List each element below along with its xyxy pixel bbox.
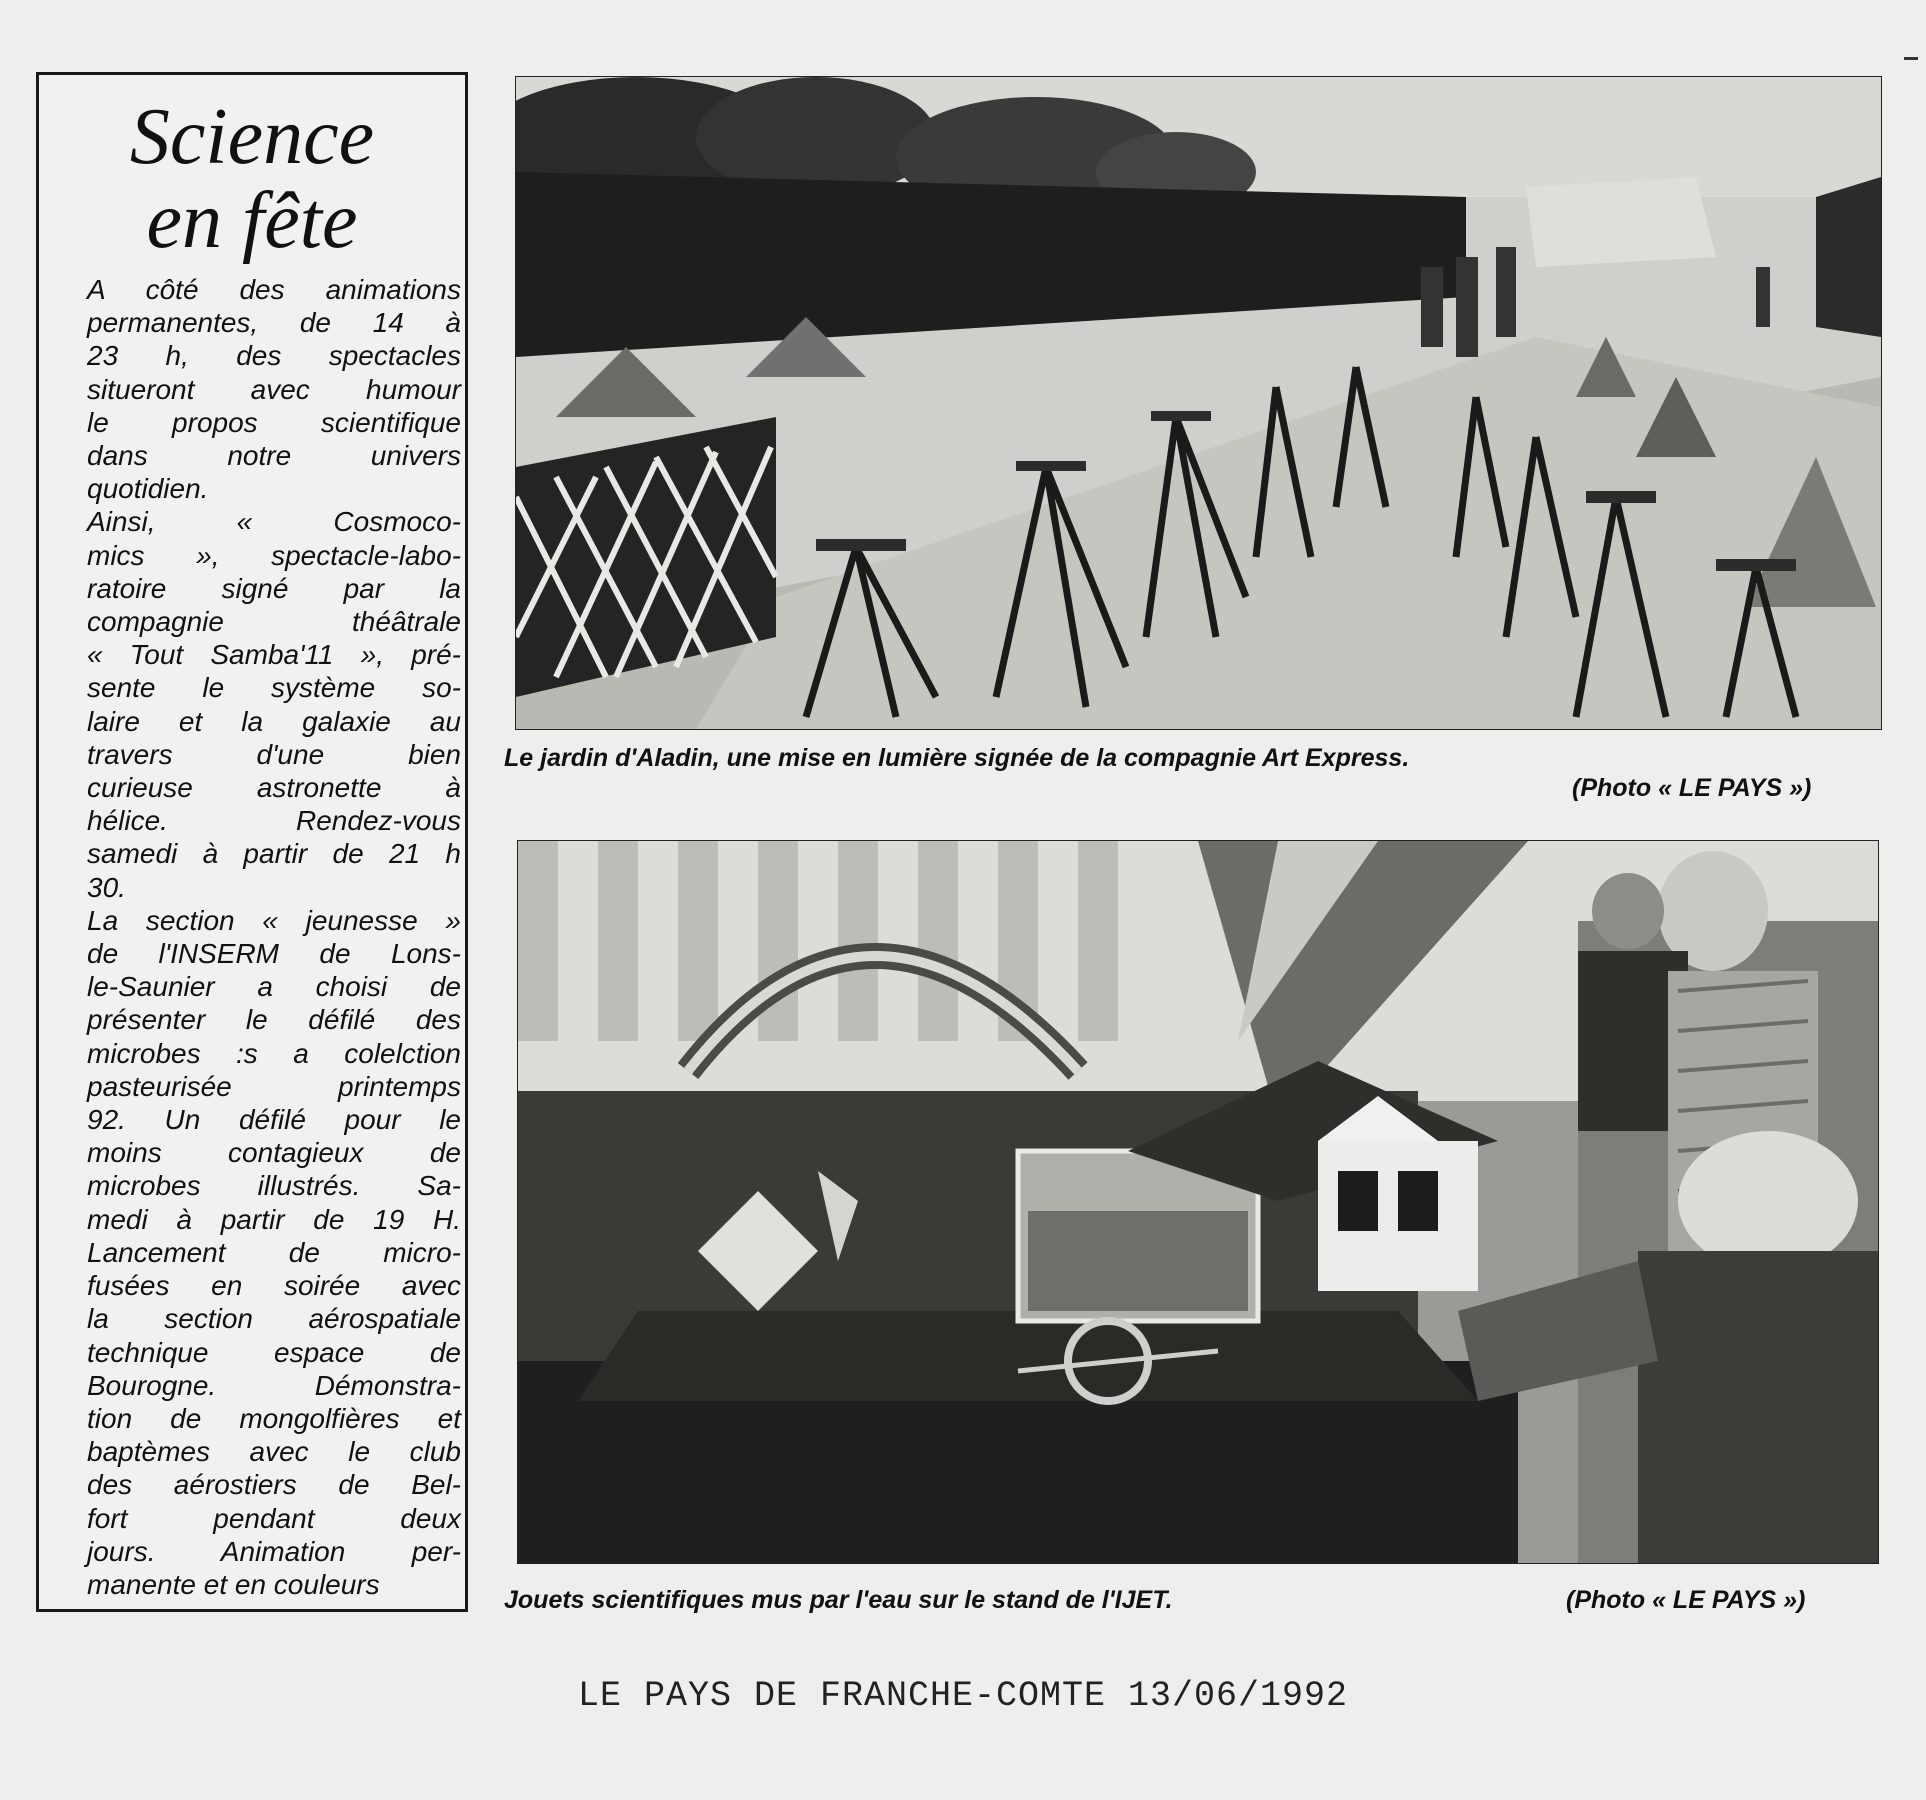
article-body-line: technique espace de <box>87 1336 461 1368</box>
photo-1-caption: Le jardin d'Aladin, une mise en lumière signée de la compagnie Art Express. <box>504 744 1410 772</box>
article-body-line: baptèmes avec le club <box>87 1436 461 1468</box>
article-body-line: des aérostiers de Bel- <box>87 1469 461 1501</box>
article-body-line: microbes illustrés. Sa- <box>87 1170 461 1202</box>
photo-2-credit: (Photo « LE PAYS ») <box>1566 1586 1806 1614</box>
article-body-line: tion de mongolfières et <box>87 1402 461 1434</box>
article-body <box>87 273 461 1601</box>
article-body-line: A côté des animations <box>87 274 461 305</box>
article-body-line: La section « jeunesse » <box>87 904 461 936</box>
article-body-line: pasteurisée printemps <box>87 1070 461 1102</box>
article-body-line: situeront avec humour <box>87 373 461 405</box>
article-body-line: 23 h, des spectacles <box>87 340 461 372</box>
headline-line-1: Science <box>129 93 375 181</box>
article-body-line: 92. Un défilé pour le <box>87 1104 461 1136</box>
article-body-line: medi à partir de 19 H. <box>87 1203 461 1235</box>
article-body-line: le-Saunier a choisi de <box>87 971 461 1003</box>
article-body-line: fusées en soirée avec <box>87 1270 461 1302</box>
article-body-line: hélice. Rendez-vous <box>87 805 461 837</box>
article-body-line: Lancement de micro- <box>87 1236 461 1268</box>
page-edge-mark <box>1904 57 1918 60</box>
article-body-line: ratoire signé par la <box>87 572 461 604</box>
article-body-line: 30. <box>87 871 126 903</box>
article-body-line: jours. Animation per- <box>87 1535 461 1567</box>
article-headline <box>39 95 465 263</box>
article-sidebar <box>36 72 468 1612</box>
photo-jouets-scientifiques <box>517 840 1879 1564</box>
newspaper-footer: LE PAYS DE FRANCHE-COMTE 13/06/1992 <box>577 1676 1349 1716</box>
article-body-line: samedi à partir de 21 h <box>87 838 461 870</box>
article-body-line: permanentes, de 14 à <box>87 307 461 339</box>
article-body-line: travers d'une bien <box>87 738 461 770</box>
article-body-line: laire et la galaxie au <box>87 705 461 737</box>
article-body-line: curieuse astronette à <box>87 772 461 804</box>
article-body-line: la section aérospatiale <box>87 1303 461 1335</box>
photo-1-credit: (Photo « LE PAYS ») <box>1572 774 1812 802</box>
article-body-line: compagnie théâtrale <box>87 606 461 638</box>
article-body-line: fort pendant deux <box>87 1502 461 1534</box>
photo-2-caption: Jouets scientifiques mus par l'eau sur le stand de l'IJET. <box>504 1586 1173 1614</box>
article-body-line: le propos scientifique <box>87 406 461 438</box>
article-body-line: manente et en couleurs <box>87 1568 380 1600</box>
article-body-line: dans notre univers <box>87 440 461 472</box>
article-body-line: mics », spectacle-labo- <box>87 539 461 571</box>
headline-line-2: en fête <box>146 177 358 265</box>
article-body-line: « Tout Samba'11 », pré- <box>87 639 461 671</box>
article-body-line: de l'INSERM de Lons- <box>87 938 461 970</box>
article-body-line: Ainsi, « Cosmoco- <box>87 506 461 538</box>
article-body-line: moins contagieux de <box>87 1137 461 1169</box>
photo-jardin-aladin <box>515 76 1882 730</box>
article-body-line: quotidien. <box>87 473 209 505</box>
article-body-line: microbes :s a colelction <box>87 1037 461 1069</box>
article-body-line: sente le système so- <box>87 672 461 704</box>
article-body-line: présenter le défilé des <box>87 1004 461 1036</box>
article-body-line: Bourogne. Démonstra- <box>87 1369 461 1401</box>
